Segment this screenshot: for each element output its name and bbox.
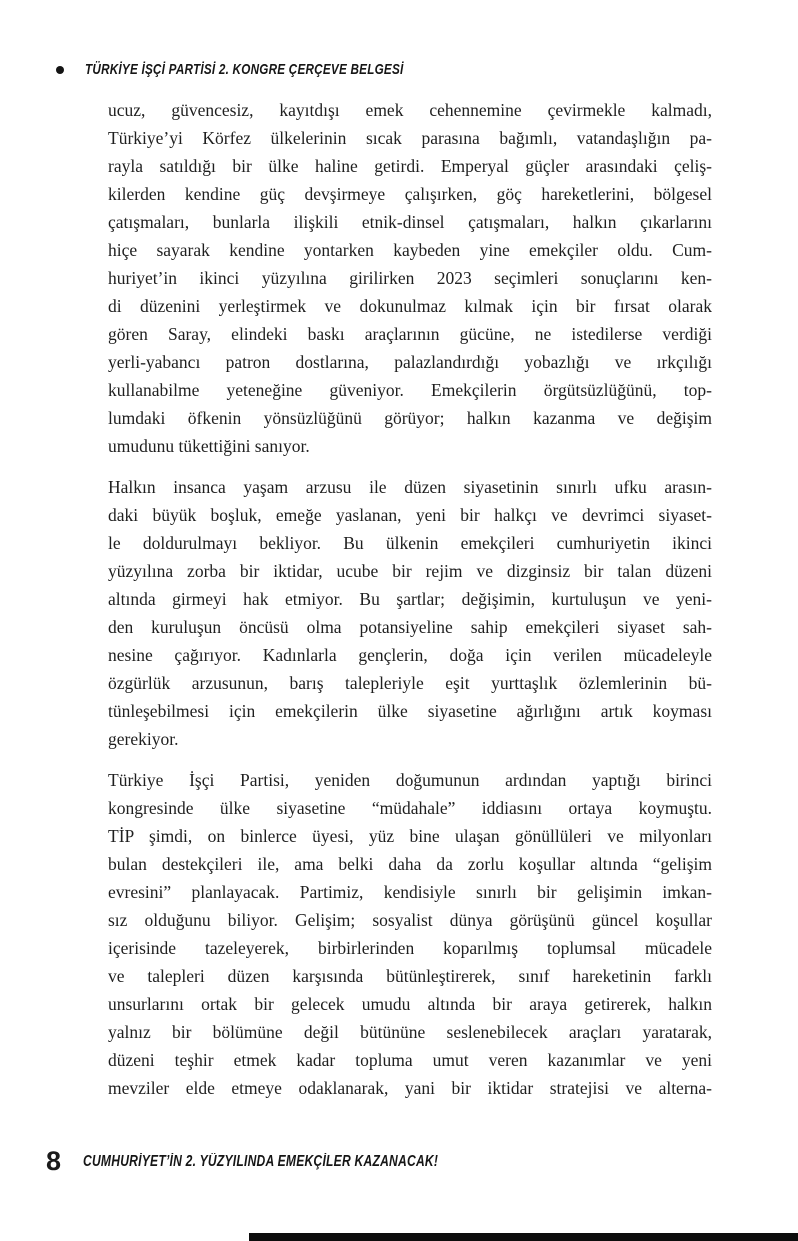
header-title: TÜRKİYE İŞÇİ PARTİSİ 2. KONGRE ÇERÇEVE BELGESİ [85, 61, 404, 78]
text-line: yalnız bir bölümüne değil bütününe seslenebilecek araçları yaratarak, [108, 1022, 712, 1042]
text-line: unsurlarını ortak bir gelecek umudu altında bir araya getirerek, halkın [108, 994, 712, 1014]
text-line: nesine çağırıyor. Kadınlarla gençlerin, doğa için verilen mücadeleyle [108, 645, 712, 665]
text-line: ve talepleri düzen karşısında bütünleştirerek, sınıf hareketinin farklı [108, 966, 712, 986]
text-line: içerisinde tazeleyerek, birbirlerinden koparılmış toplumsal mücadele [108, 938, 712, 958]
text-line: kongresinde ülke siyasetine “müdahale” iddiasını ortaya koymuştu. [108, 798, 712, 818]
text-line: bulan destekçileri ile, ama belki daha da zorlu koşullar altında “gelişim [108, 854, 712, 874]
text-line: yerli-yabancı patron dostlarına, palazlandırdığı yobazlığı ve ırkçılığı [108, 352, 712, 372]
text-line: le doldurulmayı bekliyor. Bu ülkenin emekçileri cumhuriyetin ikinci [108, 533, 712, 553]
footer-slogan: CUMHURİYET’İN 2. YÜZYILINDA EMEKÇİLER KAZANACAK! [83, 1152, 439, 1170]
text-line: özgürlük arzusunun, barış talepleriyle eşit yurttaşlık özlemlerinin bü- [108, 673, 712, 693]
text-line: tünleşebilmesi için emekçilerin ülke siyasetine ağırlığını artık koyması [108, 701, 712, 721]
text-line: mevziler elde etmeye odaklanarak, yani bir iktidar stratejisi ve alterna- [108, 1078, 712, 1098]
text-line: evresini” planlayacak. Partimiz, kendisiyle sınırlı bir gelişimin imkan- [108, 882, 712, 902]
text-line: sız olduğunu biliyor. Gelişim; sosyalist dünya görüşünü güncel koşullar [108, 910, 712, 930]
text-line: altında girmeyi hak etmiyor. Bu şartlar; değişimin, kurtuluşun ve yeni- [108, 589, 712, 609]
page-number: 8 [46, 1146, 62, 1176]
text-line: huriyet’in ikinci yüzyılına girilirken 2023 seçimleri sonuçlarını ken- [108, 268, 712, 288]
bullet-icon [56, 66, 64, 74]
page-footer [46, 1148, 538, 1175]
text-line: düzeni teşhir etmek kadar topluma umut veren kazanımlar ve yeni [108, 1050, 712, 1070]
text-line: ucuz, güvencesiz, kayıtdışı emek cehennemine çevirmekle kalmadı, [108, 100, 712, 120]
text-line: TİP şimdi, on binlerce üyesi, yüz bine ulaşan gönüllüleri ve milyonları [108, 826, 712, 846]
text-line: yüzyılına zorba bir iktidar, ucube bir rejim ve dizginsiz bir talan düzeni [108, 561, 712, 581]
running-header [56, 61, 493, 78]
text-line: umudunu tükettiğini sanıyor. [108, 436, 310, 456]
text-line: Halkın insanca yaşam arzusu ile düzen siyasetinin sınırlı ufku arasın- [108, 477, 712, 497]
text-line: di düzenini yerleştirmek ve dokunulmaz kılmak için bir fırsat olarak [108, 296, 712, 316]
text-line: gören Saray, elindeki baskı araçlarının gücüne, ne istedilerse verdiği [108, 324, 712, 344]
text-line: çatışmaları, bunlarla ilişkili etnik-dinsel çatışmaları, halkın çıkarlarını [108, 212, 712, 232]
text-line: daki büyük boşluk, emeğe yaslanan, yeni bir halkçı ve devrimci siyaset- [108, 505, 712, 525]
page-body [108, 96, 712, 1115]
text-line: gerekiyor. [108, 729, 179, 749]
text-line: Türkiye İşçi Partisi, yeniden doğumunun ardından yaptığı birinci [108, 770, 712, 790]
text-line: hiçe sayarak kendine yontarken kaybeden yine emekçiler oldu. Cum- [108, 240, 712, 260]
next-page-edge-band [249, 1233, 798, 1241]
paragraph [108, 96, 712, 460]
text-line: Türkiye’yi Körfez ülkelerinin sıcak parasına bağımlı, vatandaşlığın pa- [108, 128, 712, 148]
paragraph [108, 473, 712, 753]
text-line: kilerden kendine güç devşirmeye çalışırken, göç hareketlerini, bölgesel [108, 184, 712, 204]
text-line: den kuruluşun öncüsü olma potansiyeline sahip emekçileri siyaset sah- [108, 617, 712, 637]
text-line: lumdaki öfkenin yönsüzlüğünü görüyor; halkın kazanma ve değişim [108, 408, 712, 428]
text-line: rayla satıldığı bir ülke haline getirdi. Emperyal güçler arasındaki çeliş- [108, 156, 712, 176]
text-line: kullanabilme yeteneğine güveniyor. Emekçilerin örgütsüzlüğünü, top- [108, 380, 712, 400]
paragraph [108, 766, 712, 1102]
